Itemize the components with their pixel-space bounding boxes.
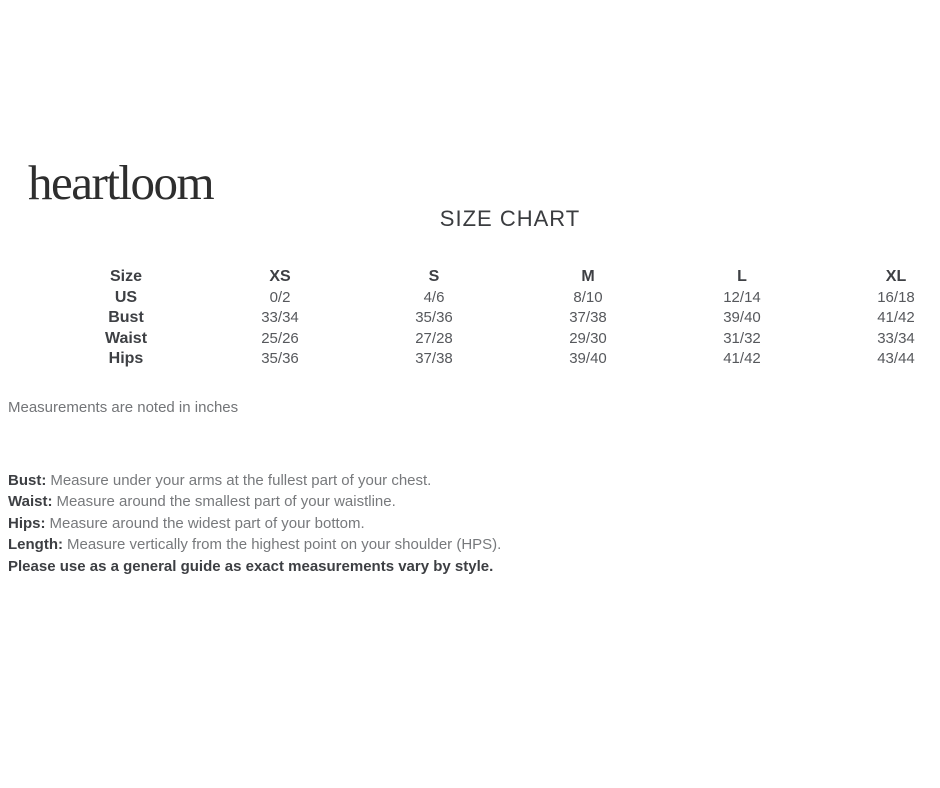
size-table-cell: 16/18 bbox=[877, 288, 915, 306]
size-table-row-label-waist: Waist bbox=[104, 329, 148, 347]
size-table-cell: 27/28 bbox=[415, 329, 453, 347]
size-table-header-l: L bbox=[737, 268, 747, 285]
size-table-header-size: Size bbox=[109, 268, 142, 285]
guide-text-length: Measure vertically from the highest point on your shoulder (HPS). bbox=[66, 536, 502, 554]
size-table-cell: 0/2 bbox=[269, 288, 291, 306]
size-table-cell: 39/40 bbox=[569, 350, 607, 367]
guide-line-waist bbox=[8, 491, 501, 512]
guide-text-bust: Measure under your arms at the fullest part of your chest. bbox=[50, 472, 432, 489]
size-table-cell: 29/30 bbox=[569, 329, 607, 347]
guide-disclaimer: Please use as a general guide as exact measurements vary by style. bbox=[8, 557, 494, 575]
guide-text-waist: Measure around the smallest part of your waistline. bbox=[56, 493, 396, 511]
guide-label-waist: Waist: bbox=[8, 493, 53, 511]
page-title: SIZE CHART bbox=[439, 206, 581, 231]
size-table-cell: 33/34 bbox=[877, 329, 915, 347]
units-note: Measurements are noted in inches bbox=[8, 399, 239, 416]
size-table-cell: 39/40 bbox=[723, 309, 761, 326]
size-table-cell: 41/42 bbox=[877, 309, 915, 326]
size-table-cell: 37/38 bbox=[569, 309, 607, 326]
guide-label-hips: Hips: bbox=[8, 514, 46, 532]
size-table-header-s: S bbox=[428, 268, 440, 285]
guide-label-length: Length: bbox=[8, 536, 63, 554]
size-table-cell: 4/6 bbox=[423, 288, 445, 306]
size-table-cell: 43/44 bbox=[877, 350, 915, 367]
measurement-guide bbox=[8, 470, 501, 577]
brand-logo: heartloom bbox=[28, 155, 214, 210]
size-table-cell: 8/10 bbox=[573, 288, 603, 306]
size-table-row-label-us: US bbox=[114, 288, 138, 306]
guide-line-hips bbox=[8, 513, 501, 534]
size-table-cell: 37/38 bbox=[415, 350, 453, 367]
size-table-row-label-bust: Bust bbox=[108, 309, 144, 326]
guide-line-bust bbox=[8, 470, 501, 491]
size-table-header-m: M bbox=[581, 268, 595, 285]
size-table-cell: 25/26 bbox=[261, 329, 299, 347]
size-table-cell: 31/32 bbox=[723, 329, 761, 347]
size-table-header-xl: XL bbox=[885, 268, 907, 285]
size-table-cell: 35/36 bbox=[261, 350, 299, 367]
size-table-cell: 12/14 bbox=[723, 288, 761, 306]
size-table bbox=[49, 267, 940, 370]
size-table-cell: 41/42 bbox=[723, 350, 761, 367]
size-table-row-label-hips: Hips bbox=[108, 350, 144, 367]
size-table-cell: 33/34 bbox=[261, 309, 299, 326]
guide-label-bust: Bust: bbox=[8, 472, 47, 489]
guide-text-hips: Measure around the widest part of your bottom. bbox=[49, 514, 365, 532]
size-table-header-xs: XS bbox=[269, 268, 291, 285]
size-table-cell: 35/36 bbox=[415, 309, 453, 326]
guide-line-length bbox=[8, 534, 501, 555]
